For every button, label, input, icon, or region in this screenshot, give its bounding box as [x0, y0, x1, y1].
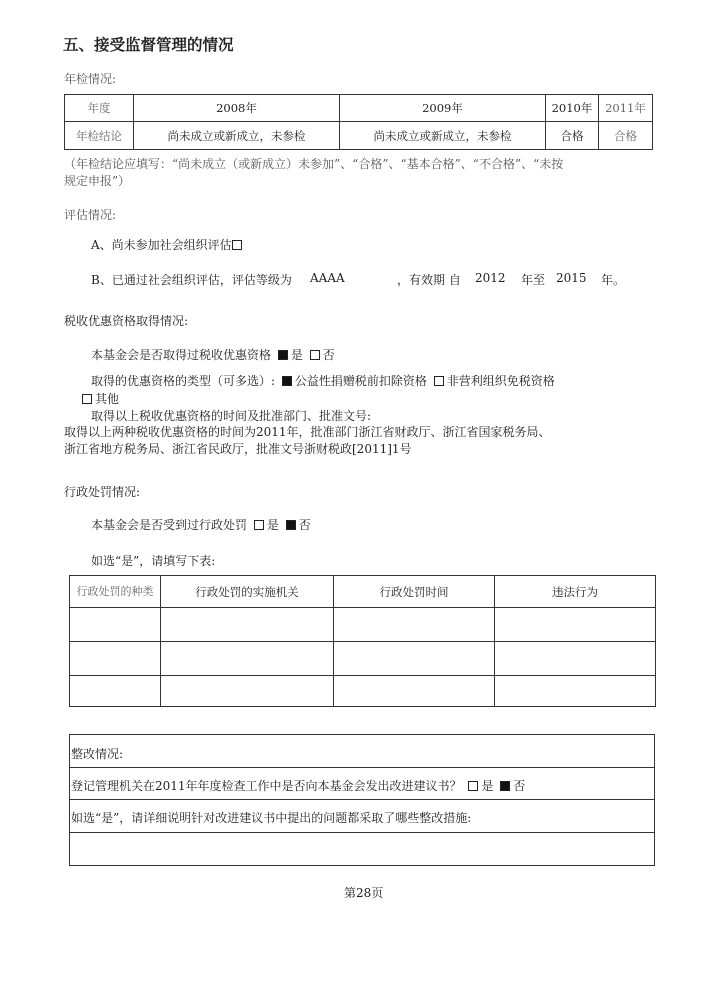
page-number: 第28页: [344, 886, 384, 900]
tax-detail-line2: 浙江省地方税务局、浙江省民政厅，批准文号浙财税政[2011]1号: [64, 442, 412, 456]
year-cell: 2009年: [340, 95, 546, 122]
rect-yes-checkbox[interactable]: [468, 781, 478, 791]
rectification-answer-area[interactable]: [70, 833, 654, 865]
table-cell[interactable]: [161, 642, 334, 676]
table-row: [70, 642, 656, 676]
table-cell[interactable]: [495, 642, 656, 676]
evaluation-year-to: 年至: [521, 273, 546, 287]
year-header-cell: 年度: [65, 95, 134, 122]
type2-checkbox[interactable]: [434, 376, 444, 386]
table-cell[interactable]: [334, 608, 495, 642]
penalty-header-cell: 行政处罚的实施机关: [161, 576, 334, 608]
table-cell[interactable]: [70, 608, 161, 642]
table-cell[interactable]: [495, 676, 656, 707]
type3-checkbox[interactable]: [82, 394, 92, 404]
penalty-fill-prompt: 如选“是”，请填写下表:: [91, 554, 216, 568]
rectification-question-row: [71, 777, 525, 794]
tax-types-row: [91, 372, 555, 389]
penalty-table: [69, 575, 656, 707]
type3-label: 其他: [95, 392, 120, 406]
penalty-label: 行政处罚情况:: [64, 485, 141, 499]
penalty-no-label: 否: [298, 518, 311, 532]
result-cell: 尚未成立或新成立，未参检: [340, 122, 546, 150]
annual-note-line2: 规定申报”）: [64, 174, 131, 188]
option-a-checkbox[interactable]: [232, 240, 242, 250]
tax-yes-label: 是: [290, 348, 303, 362]
rectification-label: 整改情况:: [71, 747, 124, 761]
penalty-header-cell: 行政处罚时间: [334, 576, 495, 608]
tax-time-label: 取得以上税收优惠资格的时间及批准部门、批准文号:: [91, 409, 372, 423]
table-cell[interactable]: [70, 642, 161, 676]
row-divider: [69, 767, 655, 768]
tax-label: 税收优惠资格取得情况:: [64, 314, 189, 328]
tax-detail-line1: 取得以上两种税收优惠资格的时间为2011年，批准部门浙江省财政厅、浙江省国家税务局、: [64, 425, 551, 439]
table-cell[interactable]: [334, 642, 495, 676]
result-cell: 合格: [599, 122, 653, 150]
year-cell: 2008年: [134, 95, 340, 122]
rectification-detail-prompt: 如选“是”，请详细说明针对改进建议书中提出的问题都采取了哪些整改措施:: [71, 811, 472, 825]
annual-inspection-label: 年检情况:: [64, 72, 117, 86]
result-cell: 合格: [546, 122, 599, 150]
type2-label: 非营利组织免税资格: [446, 374, 555, 388]
evaluation-year-suffix: 年。: [601, 273, 626, 287]
type1-label: 公益性捐赠税前扣除资格: [294, 374, 427, 388]
tax-types-label: 取得的优惠资格的类型（可多选）:: [91, 374, 276, 388]
table-cell[interactable]: [70, 676, 161, 707]
annual-inspection-table: [64, 94, 653, 150]
tax-yes-checkbox[interactable]: [278, 350, 288, 360]
evaluation-option-a: [91, 236, 245, 253]
tax-question: 本基金会是否取得过税收优惠资格: [91, 348, 272, 362]
penalty-header-cell: 行政处罚的种类: [70, 576, 161, 608]
penalty-question: 本基金会是否受到过行政处罚: [91, 518, 248, 532]
type1-checkbox[interactable]: [282, 376, 292, 386]
rect-no-checkbox[interactable]: [500, 781, 510, 791]
tax-question-row: [91, 346, 335, 363]
table-cell[interactable]: [161, 608, 334, 642]
evaluation-valid-prefix: ，有效期 自: [397, 273, 461, 287]
rectification-box: [69, 734, 655, 866]
year-cell: 2011年: [599, 95, 653, 122]
table-row: [70, 676, 656, 707]
result-header-cell: 年检结论: [65, 122, 134, 150]
rectification-question: 登记管理机关在2011年年度检查工作中是否向本基金会发出改进建议书？: [71, 779, 462, 793]
tax-type3-row: [82, 390, 119, 407]
table-cell[interactable]: [161, 676, 334, 707]
annual-note-line1: （年检结论应填写：“尚未成立（或新成立）未参加”、“合格”、“基本合格”、“不合格”、“未按: [64, 157, 564, 171]
evaluation-label: 评估情况:: [64, 208, 117, 222]
evaluation-end-year: 2015: [556, 271, 587, 285]
table-row: [70, 608, 656, 642]
penalty-yes-checkbox[interactable]: [254, 520, 264, 530]
section-title: 五、接受监督管理的情况: [63, 35, 234, 54]
tax-no-label: 否: [322, 348, 335, 362]
option-a-text: A、尚未参加社会组织评估: [91, 238, 232, 252]
penalty-yes-label: 是: [266, 518, 279, 532]
evaluation-option-b-text: B、已通过社会组织评估，评估等级为: [91, 273, 292, 287]
year-cell: 2010年: [546, 95, 599, 122]
penalty-no-checkbox[interactable]: [286, 520, 296, 530]
table-cell[interactable]: [334, 676, 495, 707]
rect-no-label: 否: [513, 779, 526, 793]
table-cell[interactable]: [495, 608, 656, 642]
evaluation-grade: AAAA: [310, 271, 345, 285]
tax-no-checkbox[interactable]: [310, 350, 320, 360]
penalty-question-row: [91, 516, 311, 533]
evaluation-start-year: 2012: [475, 271, 506, 285]
penalty-header-cell: 违法行为: [495, 576, 656, 608]
result-cell: 尚未成立或新成立，未参检: [134, 122, 340, 150]
box-right-edge: [654, 735, 655, 865]
rect-yes-label: 是: [481, 779, 494, 793]
row-divider: [69, 799, 655, 800]
